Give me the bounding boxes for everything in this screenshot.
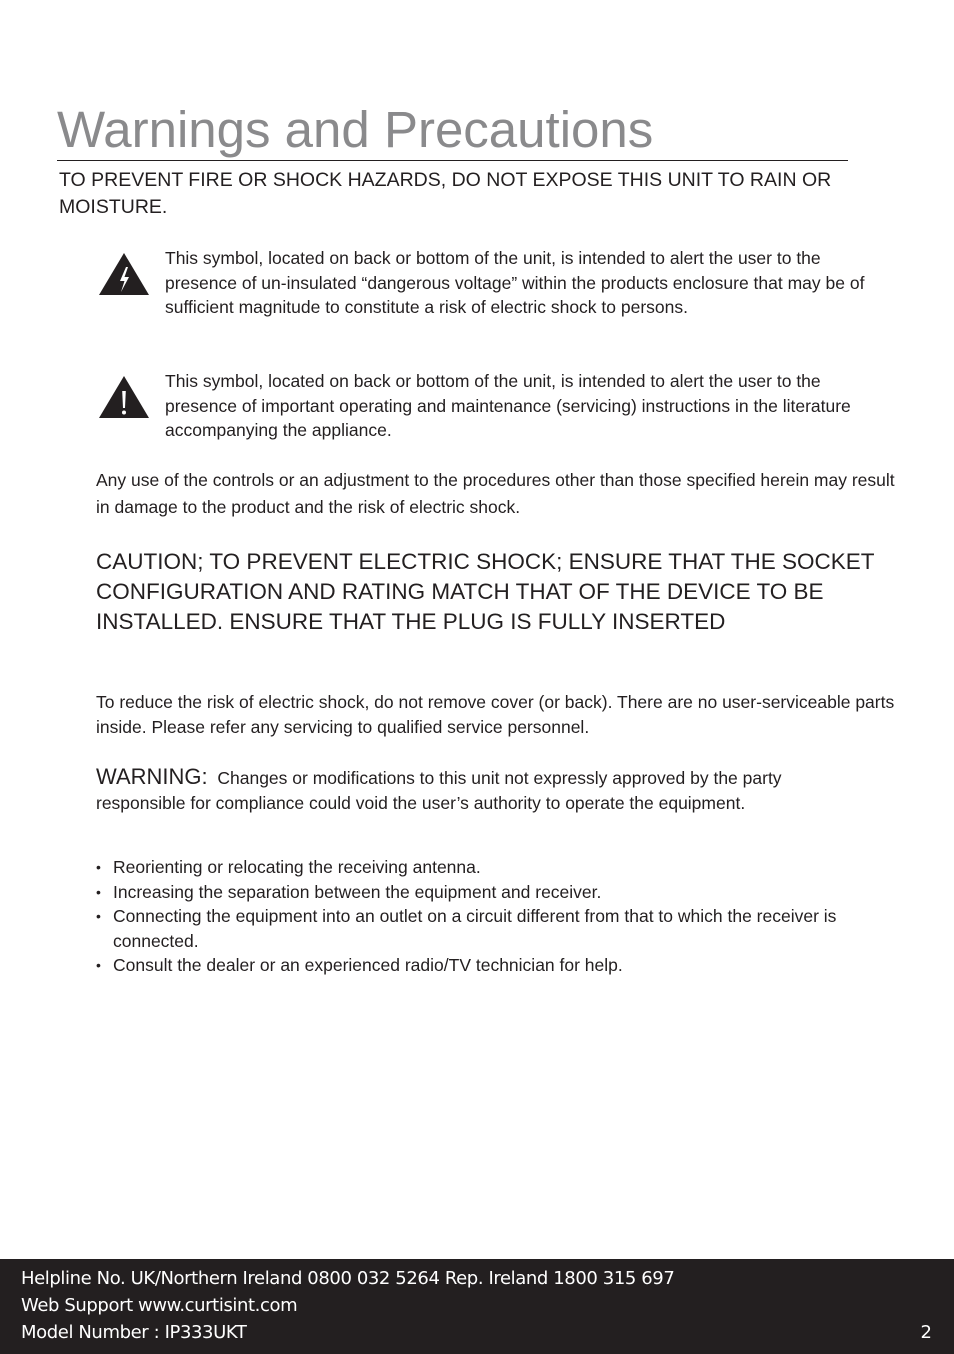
title-divider bbox=[57, 160, 848, 161]
dangerous-voltage-symbol-text: This symbol, located on back or bottom of the unit, is intended to alert the user to the presence of un-insulated “dangerous voltage” within the products enclosure that may be of sufficient magnitude to constitute a risk of electric shock to persons. bbox=[165, 248, 865, 317]
list-item bbox=[96, 953, 886, 978]
bullet-icon: • bbox=[96, 957, 101, 973]
interference-remedies-list bbox=[96, 855, 886, 978]
list-item-text: Increasing the separation between the equipment and receiver. bbox=[113, 881, 602, 902]
lightning-bolt-triangle-icon bbox=[98, 252, 150, 296]
warning-text: Changes or modifications to this unit not expressly approved by the party responsible for compliance could void the user’s authority to operate the equipment. bbox=[96, 768, 782, 813]
page-number: 2 bbox=[920, 1322, 932, 1343]
list-item-text: Consult the dealer or an experienced radio/TV technician for help. bbox=[113, 955, 623, 975]
servicing-instructions-symbol-text: This symbol, located on back or bottom of the unit, is intended to alert the user to the presence of important operating and maintenance (servicing) instructions in the literature accompanying the appliance. bbox=[165, 371, 851, 440]
fcc-warning-paragraph bbox=[96, 765, 866, 815]
helpline-text: Helpline No. UK/Northern Ireland 0800 032 5264 Rep. Ireland 1800 315 697 bbox=[21, 1268, 675, 1289]
controls-adjustment-notice: Any use of the controls or an adjustment to the procedures other than those specified herein may result in damage to the product and the risk of electric shock. bbox=[96, 470, 895, 517]
warning-label: WARNING: bbox=[96, 764, 208, 789]
list-item bbox=[96, 855, 886, 880]
page-title: Warnings and Precautions bbox=[57, 101, 654, 158]
fire-shock-warning: TO PREVENT FIRE OR SHOCK HAZARDS, DO NOT EXPOSE THIS UNIT TO RAIN OR MOISTURE. bbox=[59, 169, 832, 218]
page-footer bbox=[0, 1259, 954, 1354]
web-support-text: Web Support www.curtisint.com bbox=[21, 1295, 298, 1316]
caution-notice: CAUTION; TO PREVENT ELECTRIC SHOCK; ENSURE THAT THE SOCKET CONFIGURATION AND RATING MATCH THAT OF THE DEVICE TO BE INSTALLED. ENSURE THAT THE PLUG IS FULLY INSERTED bbox=[96, 549, 875, 634]
list-item-text: Connecting the equipment into an outlet on a circuit different from that to which the receiver is connected. bbox=[113, 906, 837, 951]
model-number-text: Model Number : IP333UKT bbox=[21, 1322, 247, 1343]
bullet-icon: • bbox=[96, 883, 101, 900]
exclamation-triangle-icon bbox=[98, 375, 150, 419]
bullet-icon: • bbox=[96, 908, 101, 924]
bullet-icon: • bbox=[96, 859, 101, 875]
cover-removal-notice: To reduce the risk of electric shock, do not remove cover (or back). There are no user-serviceable parts inside. Please refer any servicing to qualified service personnel. bbox=[96, 692, 895, 737]
list-item bbox=[96, 880, 886, 905]
list-item-text: Reorienting or relocating the receiving antenna. bbox=[113, 857, 481, 877]
list-item bbox=[96, 904, 886, 953]
